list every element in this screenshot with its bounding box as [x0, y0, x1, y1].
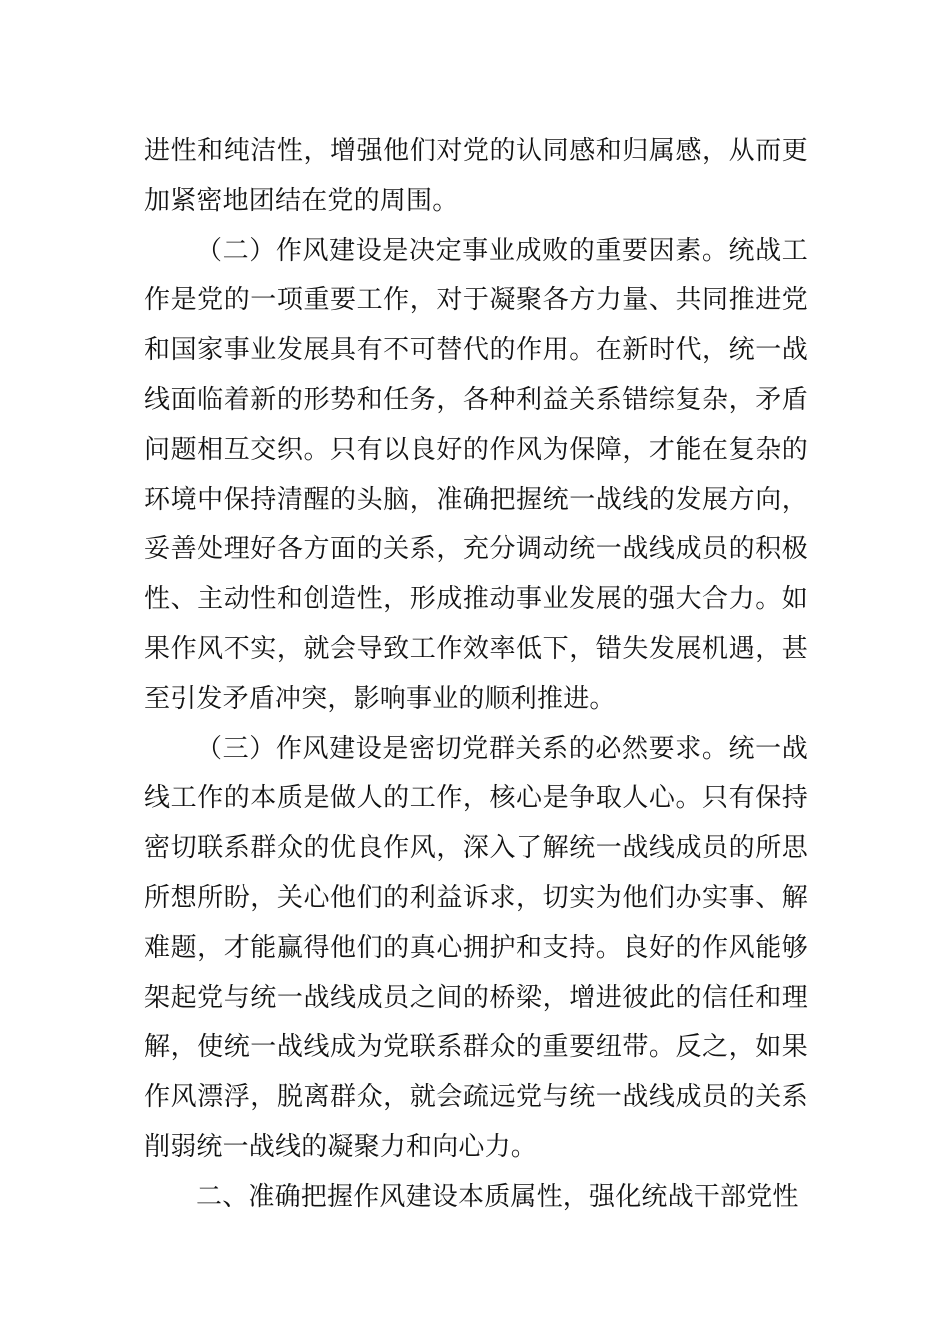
paragraph-section-two: （二）作风建设是决定事业成败的重要因素。统战工作是党的一项重要工作，对于凝聚各方力量、共同推进党和国家事业发展具有不可替代的作用。在新时代，统一战线面临着新的形势和任务，各种利益关系错综复杂，矛盾问题相互交织。只有以良好的作风为保障，才能在复杂的环境中保持清醒的头脑，准确把握统一战线的发展方向，妥善处理好各方面的关系，充分调动统一战线成员的积极性、主动性和创造性，形成推动事业发展的强大合力。如果作风不实，就会导致工作效率低下，错失发展机遇，甚至引发矛盾冲突，影响事业的顺利推进。 [144, 235, 808, 714]
document-body [144, 127, 808, 1223]
paragraph-section-three: （三）作风建设是密切党群关系的必然要求。统一战线工作的本质是做人的工作，核心是争取人心。只有保持密切联系群众的优良作风，深入了解统一战线成员的所思所想所盼，关心他们的利益诉求，切实为他们办实事、解难题，才能赢得他们的真心拥护和支持。良好的作风能够架起党与统一战线成员之间的桥梁，增进彼此的信任和理解，使统一战线成为党联系群众的重要纽带。反之，如果作风漂浮，脱离群众，就会疏远党与统一战线成员的关系削弱统一战线的凝聚力和向心力。 [144, 733, 808, 1162]
paragraph-continuation: 进性和纯洁性，增强他们对党的认同感和归属感，从而更加紧密地团结在党的周围。 [144, 136, 808, 216]
section-heading: 二、准确把握作风建设本质属性，强化统战干部党性 [196, 1181, 799, 1212]
